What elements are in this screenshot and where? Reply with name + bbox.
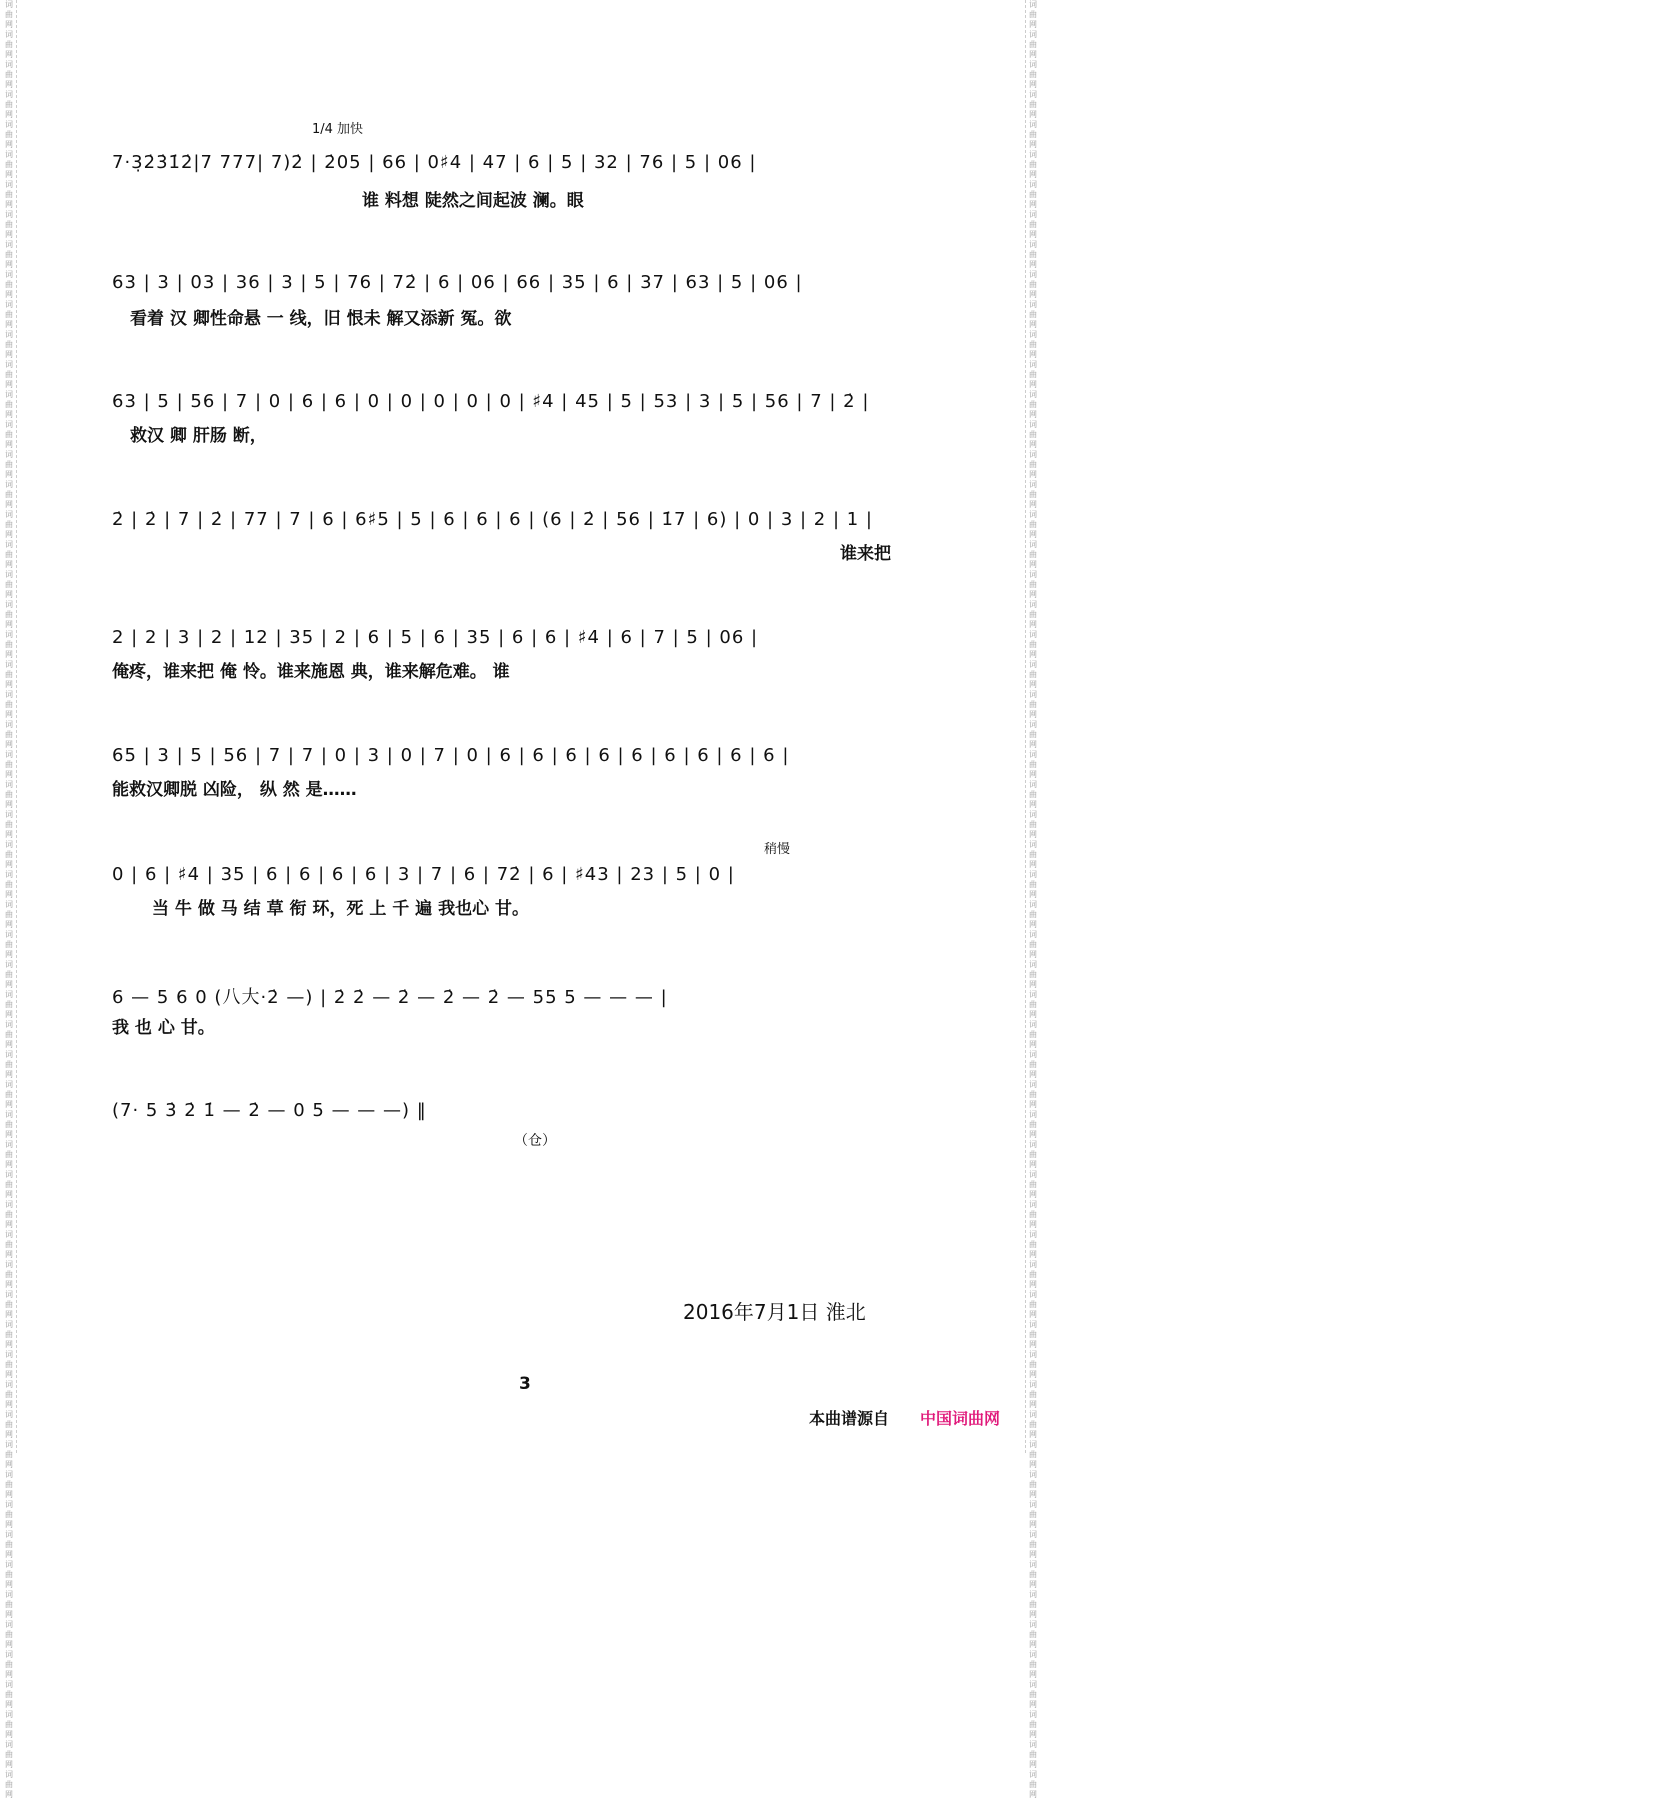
notation-line: 0 | 6 | ♯4 | 35 | 6 | 6 | 6 | 6 | 3 | 7 | 6 | 72̇ | 6 | ♯43 | 23 | 5 | 0 | [112,864,735,885]
notation-line: 63 | 5 | 56 | 7 | 0 | 6 | 6 | 0 | 0 | 0 | 0 | 0 | ♯4 | 45 | 5 | 53 | 3 | 5 | 56 | 7 | 2̇ | [112,391,870,412]
date-place: 2016年7月1日 淮北 [683,1300,866,1324]
notation-line: 2̇ | 2̇ | 7 | 2̇ | 77 | 7 | 6 | 6♯5 | 5 | 6 | 6 | 6 | (6 | 2̇ | 56 | 1̇7 | 6) | 0 | 3 | 2 | 1 | [112,509,874,530]
tempo-mark: 1/4 加快 [312,122,364,137]
notation-line: 6 — 5 6 0 (八大·2̇ —) | 2̇ 2̇ — 2̇ — 2̇ — 2̇ — 55 5 — — — | [112,987,668,1008]
notation-line: 2 | 2 | 3 | 2 | 12 | 35 | 2 | 6 | 5 | 6 | 35 | 6 | 6 | ♯4 | 6 | 7 | 5 | 06 | [112,627,759,648]
lyric-line: 谁来把 [840,544,891,564]
lyric-line: 谁 料想 陡然之间起波 澜。眼 [362,191,584,211]
footer-site-link[interactable]: 中国词曲网 [920,1409,1001,1428]
lyric-line: 能救汉卿脱 凶险， 纵 然 是…… [112,780,357,800]
slow-mark: 稍慢 [764,842,791,857]
lyric-line: 当 牛 做 马 结 草 衔 环，死 上 千 遍 我也心 甘。 [152,899,530,919]
notation-line: 63 | 3 | 03 | 36 | 3 | 5 | 76 | 72̇ | 6 | 06 | 66 | 35 | 6 | 37 | 63 | 5 | 06 | [112,272,803,293]
right-watermark-strip: 词曲网 词曲网 词曲网 词曲网 词曲网 词曲网 词曲网 词曲网 词曲网 词曲网 词曲网 词曲网 词曲网 词曲网 词曲网 词曲网 词曲网 词曲网 词曲网 词曲网 词曲网 词曲网 词曲网 词曲网 词曲网 词曲网 词曲网 词曲网 词曲网 词曲网 词曲网 词曲网 词曲网 词曲网 词曲网 词曲网 词曲网 词曲网 词曲网 词曲网 词曲网 词曲网 词曲网 词曲网 词曲网 词曲网 词曲网 词曲网 词曲网 词曲网 词曲网 词曲网 词曲网 词曲网 词曲网 词曲网 词曲网 词曲网 词曲网 词曲网 [1025,0,1040,1453]
notation-line: (7· 5 3̇ 2̇ 1̇ — 2̇ — 0 5 — — —) ‖ [112,1100,427,1121]
lyric-line: 俺疼，谁来把 俺 怜。谁来施恩 典，谁来解危难。 谁 [112,662,510,682]
lyric-line: 救汉 卿 肝肠 断， [130,426,267,446]
footer-source-label: 本曲谱源自 [809,1409,890,1428]
lyric-line: 看着 汉 卿性命悬 一 线，旧 恨未 解又添新 冤。欲 [130,309,512,329]
notation-line: 7·3̣2̇3̇1̇2̇|7 777| 7)2̇ | 2̇05 | 66 | 0♯4 | 47 | 6 | 5 | 32 | 76 | 5 | 06 | [112,152,757,173]
lyric-line: 我 也 心 甘。 [112,1018,215,1038]
end-note: （仓） [514,1133,556,1149]
page-number: 3 [519,1374,531,1394]
notation-line: 65 | 3 | 5 | 56 | 7 | 7 | 0 | 3 | 0 | 7 | 0 | 6 | 6 | 6 | 6 | 6 | 6 | 6 | 6 | 6 | [112,745,790,766]
left-watermark-strip: 词曲网 词曲网 词曲网 词曲网 词曲网 词曲网 词曲网 词曲网 词曲网 词曲网 词曲网 词曲网 词曲网 词曲网 词曲网 词曲网 词曲网 词曲网 词曲网 词曲网 词曲网 词曲网 词曲网 词曲网 词曲网 词曲网 词曲网 词曲网 词曲网 词曲网 词曲网 词曲网 词曲网 词曲网 词曲网 词曲网 词曲网 词曲网 词曲网 词曲网 词曲网 词曲网 词曲网 词曲网 词曲网 词曲网 词曲网 词曲网 词曲网 词曲网 词曲网 词曲网 词曲网 词曲网 词曲网 词曲网 词曲网 词曲网 词曲网 词曲网 [2,0,17,1453]
